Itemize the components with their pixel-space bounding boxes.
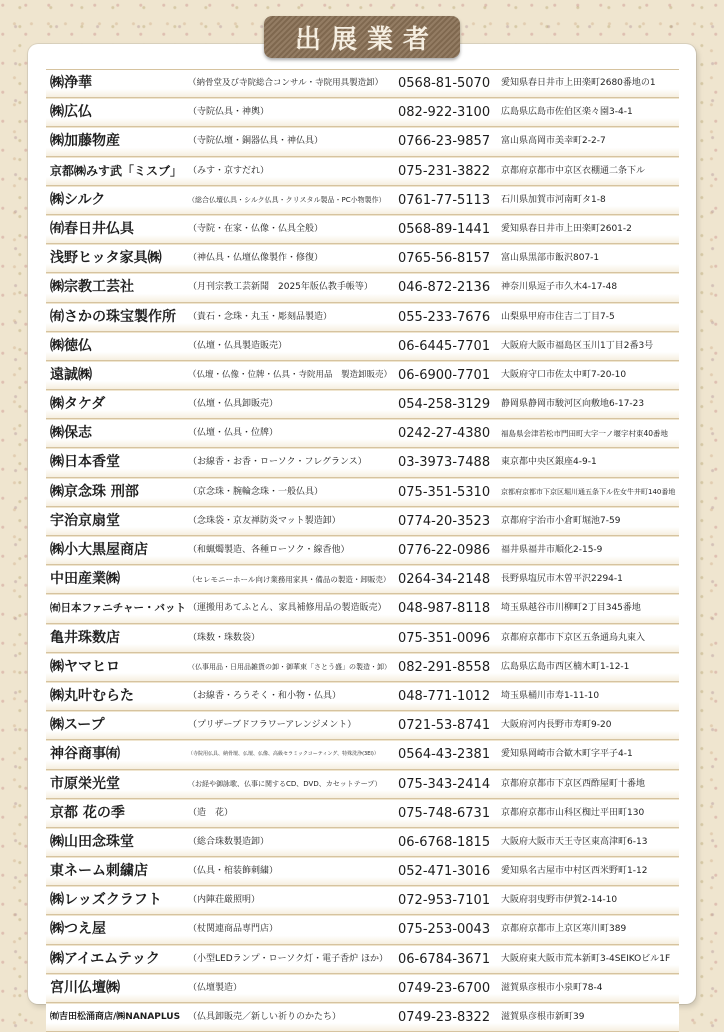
exhibitor-name: 宮川仏壇㈱ [50, 979, 120, 996]
exhibitor-row [46, 448, 679, 477]
exhibitor-name: ㈱宗教工芸社 [50, 279, 134, 296]
exhibitor-address: 東京都中央区銀座4-9-1 [501, 457, 597, 468]
exhibitor-phone: 0761-77-5113 [398, 192, 491, 208]
exhibitor-phone: 0749-23-6700 [398, 980, 491, 996]
exhibitor-row [46, 273, 679, 302]
exhibitor-name: ㈲吉田松涌商店/㈱NANAPLUS [50, 1012, 181, 1022]
exhibitor-address: 広島県広島市西区楠木町1-12-1 [501, 661, 630, 672]
exhibitor-phone: 0264-34-2148 [398, 572, 491, 588]
exhibitor-phone: 03-3973-7488 [398, 455, 491, 471]
exhibitor-phone: 0721-53-8741 [398, 718, 491, 734]
exhibitor-row [46, 624, 679, 653]
exhibitor-row [46, 886, 679, 915]
exhibitor-name: ㈱保志 [50, 425, 92, 442]
exhibitor-row [46, 974, 679, 1003]
exhibitor-address: 大阪府大阪市福島区玉川1丁目2番3号 [501, 340, 654, 351]
exhibitor-description: （納骨堂及び寺院総合コンサル・寺院用具製造卸） [188, 78, 384, 88]
exhibitor-row [46, 390, 679, 419]
exhibitor-address: 滋賀県彦根市小泉町78-4 [501, 982, 603, 993]
exhibitor-row [46, 69, 679, 98]
exhibitor-description: （仏壇製造） [188, 982, 243, 993]
exhibitor-description: （貴石・念珠・丸玉・彫刻品製造） [188, 311, 333, 322]
exhibitor-row [46, 361, 679, 390]
exhibitor-description: （小型LEDランプ・ローソク灯・電子香炉 ほか） [188, 953, 389, 964]
exhibitor-address: 京都府京都市上京区寒川町389 [501, 924, 627, 935]
exhibitor-row [46, 565, 679, 594]
exhibitor-address: 大阪府守口市佐太中町7-20-10 [501, 369, 627, 380]
exhibitor-phone: 054-258-3129 [398, 397, 491, 413]
exhibitor-phone: 0564-43-2381 [398, 747, 491, 763]
exhibitor-address: 京都府京都市下京区堀川通五条下ル佐女牛井町140番地 [501, 487, 676, 496]
exhibitor-name: 東ネーム刺繍店 [50, 863, 148, 880]
exhibitor-address: 神奈川県逗子市久木4-17-48 [501, 282, 618, 293]
exhibitor-name: ㈱アイエムテック [50, 950, 160, 967]
exhibitor-row [46, 945, 679, 974]
exhibitor-name: 浅野ヒッタ家具㈱ [50, 250, 162, 267]
exhibitor-phone: 06-6768-1815 [398, 834, 491, 850]
exhibitor-row [46, 507, 679, 536]
exhibitor-address: 大阪府羽曳野市伊賀2-14-10 [501, 895, 618, 906]
exhibitor-description: （仏具・棺装飾刺繍） [188, 866, 279, 877]
exhibitor-address: 愛知県春日井市上田楽町2680番地の1 [501, 78, 656, 88]
exhibitor-address: 京都府宇治市小倉町堀池7-59 [501, 515, 621, 526]
exhibitor-address: 福島県会津若松市門田町大字一ノ堰字村東40番地 [501, 429, 669, 439]
exhibitor-phone: 075-351-0096 [398, 630, 491, 646]
exhibitor-address: 山梨県甲府市住吉二丁目7-5 [501, 311, 615, 322]
exhibitor-description: （セレモニーホール向け業務用家具・備品の製造・卸販売） [188, 575, 391, 585]
exhibitor-row [46, 98, 679, 127]
exhibitor-row [46, 857, 679, 886]
exhibitor-description: （みす・京すだれ） [188, 165, 270, 176]
exhibitor-address: 静岡県静岡市駿河区向敷地6-17-23 [501, 399, 645, 410]
exhibitor-name: 遠誠㈱ [50, 366, 92, 383]
exhibitor-description: （内陣荘厳照明） [188, 895, 261, 906]
exhibitor-name: ㈱加藤物産 [50, 133, 120, 150]
exhibitor-description: （お線香・ろうそく・和小物・仏具） [188, 690, 342, 701]
exhibitor-address: 石川県加賀市河南町タ1-8 [501, 194, 606, 205]
exhibitor-phone: 075-253-0043 [398, 922, 491, 938]
exhibitor-description: （お経や御詠歌、仏事に関するCD、DVD、カセットテープ） [188, 779, 382, 788]
exhibitor-row [46, 536, 679, 565]
exhibitor-description: （仏事用品・日用品雑貨の卸・御華束「さとう盛」の製造・卸） [188, 662, 391, 671]
exhibitor-address: 大阪府東大阪市荒本新町3-4SEIKOビル1F [501, 953, 671, 964]
exhibitor-name: 市原栄光堂 [50, 775, 120, 792]
exhibitor-name: 京都 花の季 [50, 804, 125, 821]
exhibitor-name: ㈱スープ [50, 717, 105, 734]
exhibitor-phone: 082-922-3100 [398, 105, 491, 121]
exhibitor-name: ㈱小大黒屋商店 [50, 542, 148, 558]
exhibitor-description: （仏具卸販売／新しい祈りのかたち） [188, 1012, 342, 1022]
exhibitor-address: 滋賀県彦根市新町39 [501, 1012, 585, 1022]
exhibitor-row [46, 770, 679, 799]
exhibitor-row [46, 799, 679, 828]
exhibitor-row [46, 711, 679, 740]
exhibitor-phone: 075-748-6731 [398, 805, 491, 821]
exhibitor-row [46, 332, 679, 361]
exhibitor-row [46, 478, 679, 507]
exhibitor-description: （月刊宗教工芸新聞 2025年版仏教手帳等） [188, 282, 373, 293]
exhibitor-description: （仏壇・仏像・位牌・仏具・寺院用品 製造卸販売） [188, 369, 393, 380]
exhibitor-name: ㈱日本香堂 [50, 454, 120, 471]
exhibitor-address: 埼玉県越谷市川柳町2丁目345番地 [501, 603, 641, 614]
exhibitor-name: ㈱浄華 [50, 75, 92, 91]
exhibitor-name: 神谷商事㈲ [50, 746, 120, 763]
exhibitor-phone: 0776-22-0986 [398, 543, 491, 558]
exhibitor-address: 富山県高岡市美幸町2-2-7 [501, 136, 606, 147]
exhibitor-address: 大阪府河内長野市寿町9-20 [501, 720, 612, 731]
exhibitor-description: （念珠袋・京友禅防炎マット製造卸） [188, 515, 341, 526]
exhibitor-name: ㈱ヤマヒロ [50, 658, 120, 675]
exhibitor-description: （寺院仏壇・銅器仏具・神仏具） [188, 136, 324, 147]
exhibitor-phone: 048-987-8118 [398, 601, 491, 617]
exhibitor-description: （珠数・珠数袋） [188, 632, 261, 643]
exhibitor-address: 富山県黒部市飯沢807-1 [501, 253, 600, 264]
exhibitor-description: （寺院用仏具、納骨壇、仏壇、仏像、高級セラミックコーティング、特殊洗浄(3EI)） [188, 751, 379, 758]
exhibitor-address: 京都府京都市中京区衣棚通二条下ル [501, 165, 646, 176]
exhibitor-phone: 075-351-5310 [398, 484, 491, 500]
exhibitor-address: 愛知県春日井市上田楽町2601-2 [501, 223, 632, 234]
exhibitor-description: （仏壇・仏具卸販売） [188, 399, 279, 410]
exhibitor-description: （京念珠・腕輪念珠・一般仏具） [188, 486, 324, 497]
exhibitor-phone: 0749-23-8322 [398, 1010, 491, 1025]
exhibitor-row [46, 653, 679, 682]
exhibitor-name: 京都㈱みす武「ミスブ」 [50, 163, 183, 178]
exhibitor-phone: 0774-20-3523 [398, 513, 491, 529]
exhibitor-description: （仏壇・仏具製造販売） [188, 340, 288, 351]
exhibitor-phone: 0568-89-1441 [398, 221, 491, 237]
exhibitor-row [46, 740, 679, 769]
exhibitor-description: （プリザーブドフラワーアレンジメント） [188, 720, 357, 731]
exhibitor-address: 長野県塩尻市木曽平沢2294-1 [501, 574, 623, 585]
exhibitor-phone: 06-6900-7701 [398, 367, 491, 383]
exhibitor-row [46, 828, 679, 857]
exhibitor-description: （杖関連商品専門店） [188, 924, 279, 935]
exhibitor-phone: 052-471-3016 [398, 864, 491, 880]
exhibitor-name: ㈱徳仏 [50, 337, 92, 354]
exhibitor-address: 愛知県名古屋市中村区西米野町1-12 [501, 866, 648, 877]
exhibitor-address: 京都府京都市下京区五条通烏丸東入 [501, 632, 646, 643]
exhibitor-phone: 0568-81-5070 [398, 76, 491, 91]
exhibitor-name: ㈱タケダ [50, 396, 106, 413]
exhibitor-description: （総合仏壇仏具・シルク仏具・クリスタル製品・PC小物製作） [188, 195, 386, 204]
exhibitor-name: ㈱丸叶むらた [50, 687, 134, 704]
page-title: 出展業者 [294, 24, 439, 55]
exhibitor-row [46, 127, 679, 156]
exhibitor-name: 中田産業㈱ [50, 571, 120, 588]
exhibitor-description: （寺院・在家・仏像・仏具全般） [188, 223, 324, 234]
exhibitor-description: （和蝋燭製造、各種ローソク・線香他） [188, 545, 350, 555]
exhibitor-phone: 072-953-7101 [398, 893, 491, 909]
exhibitor-row [46, 419, 679, 448]
exhibitor-phone: 048-771-1012 [398, 688, 491, 704]
exhibitor-phone: 06-6445-7701 [398, 338, 491, 354]
exhibitor-row [46, 215, 679, 244]
exhibitor-phone: 046-872-2136 [398, 280, 491, 296]
exhibitor-row [46, 186, 679, 215]
exhibitor-name: ㈱山田念珠堂 [50, 833, 134, 850]
exhibitor-list [46, 69, 679, 1032]
exhibitor-name: ㈱つえ屋 [50, 921, 106, 938]
exhibitor-description: （寺院仏具・神輿） [188, 107, 270, 118]
exhibitor-address: 京都府京都市下京区西酢屋町十番地 [501, 778, 646, 789]
exhibitor-row [46, 915, 679, 944]
exhibitor-row [46, 682, 679, 711]
exhibitor-row [46, 303, 679, 332]
exhibitor-phone: 0242-27-4380 [398, 426, 491, 442]
exhibitor-name: ㈲日本ファニチャー・バット [50, 602, 186, 615]
exhibitor-address: 埼玉県桶川市寿1-11-10 [501, 690, 600, 701]
exhibitor-address: 愛知県岡崎市合歓木町字平子4-1 [501, 749, 633, 760]
exhibitor-address: 京都府京都市山科区椥辻平田町130 [501, 807, 645, 818]
exhibitor-name: ㈲春日井仏具 [50, 220, 134, 237]
exhibitor-name: 亀井珠数店 [50, 629, 120, 646]
exhibitor-phone: 0766-23-9857 [398, 134, 491, 150]
exhibitor-description: （運搬用あてふとん、家具補修用品の製造販売） [188, 603, 387, 614]
exhibitor-name: ㈲さかの珠宝製作所 [50, 308, 176, 325]
exhibitor-description: （神仏具・仏壇仏像製作・修復） [188, 253, 324, 264]
exhibitor-phone: 055-233-7676 [398, 309, 491, 325]
exhibitor-address: 広島県広島市佐伯区楽々園3-4-1 [501, 107, 633, 118]
exhibitor-name: ㈱レッズクラフト [50, 892, 162, 909]
exhibitor-name: ㈱広仏 [50, 104, 92, 121]
exhibitor-address: 大阪府大阪市天王寺区東高津町6-13 [501, 836, 648, 847]
exhibitor-description: （造 花） [188, 807, 234, 818]
exhibitor-row [46, 244, 679, 273]
exhibitor-row [46, 594, 679, 623]
exhibitor-phone: 06-6784-3671 [398, 951, 491, 967]
exhibitor-description: （お線香・お香・ローソク・フレグランス） [188, 457, 367, 468]
exhibitor-name: ㈱シルク [50, 191, 106, 208]
exhibitor-row [46, 157, 679, 186]
exhibitor-address: 福井県福井市順化2-15-9 [501, 545, 603, 555]
exhibitor-name: 宇治京扇堂 [50, 512, 120, 529]
exhibitor-row [46, 1003, 679, 1032]
exhibitor-description: （総合珠数製造卸） [188, 836, 270, 847]
exhibitor-name: ㈱京念珠 刑部 [50, 483, 139, 500]
page-title-banner [264, 16, 460, 58]
exhibitor-phone: 075-231-3822 [398, 163, 491, 179]
exhibitor-description: （仏壇・仏具・位牌） [188, 428, 279, 439]
exhibitor-phone: 0765-56-8157 [398, 251, 491, 267]
exhibitor-phone: 082-291-8558 [398, 659, 491, 675]
exhibitor-phone: 075-343-2414 [398, 776, 491, 792]
